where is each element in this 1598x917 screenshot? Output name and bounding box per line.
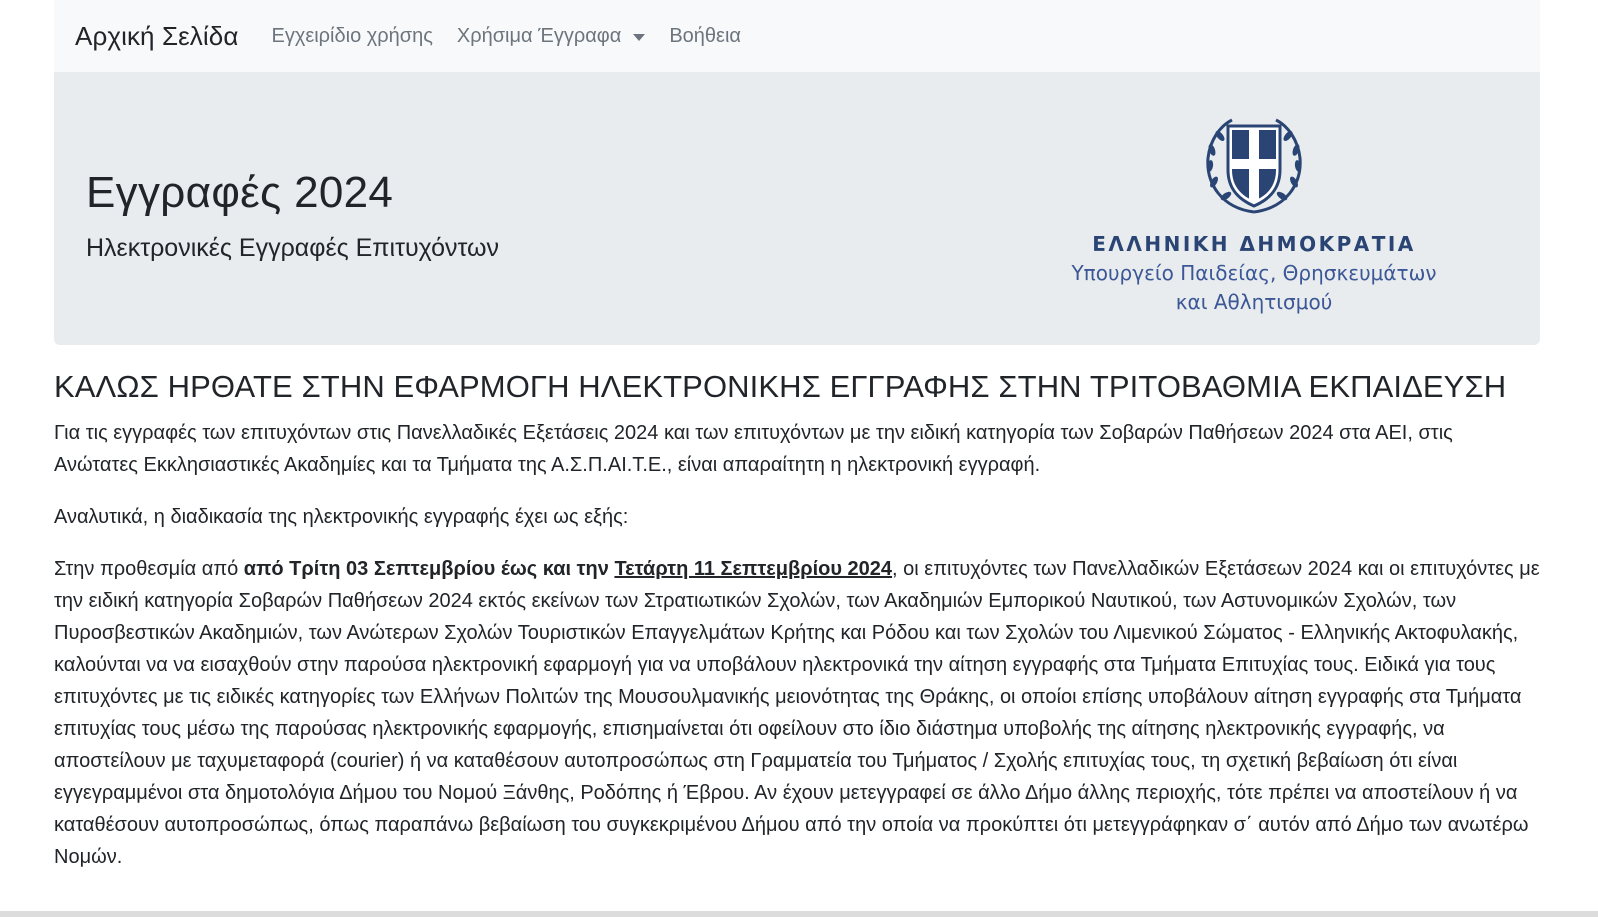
nav-help[interactable] [669, 25, 741, 48]
navbar [54, 0, 1540, 72]
main-content [54, 369, 1540, 873]
logo-title: ΕΛΛΗΝΙΚΗ ΔΗΜΟΚΡΑΤΙΑ [1092, 232, 1416, 256]
ministry-logo [1054, 112, 1454, 314]
welcome-heading: ΚΑΛΩΣ ΗΡΘΑΤΕ ΣΤΗΝ ΕΦΑΡΜΟΓΗ ΗΛΕΚΤΡΟΝΙΚΗΣ ΕΓΓΡΑΦΗΣ ΣΤΗΝ ΤΡΙΤΟΒΑΘΜΙΑ ΕΚΠΑΙΔΕΥΣΗ [54, 369, 1507, 404]
procedure-intro-paragraph: Αναλυτικά, η διαδικασία της ηλεκτρονικής εγγραφής έχει ως εξής: [54, 506, 629, 528]
nav-user-manual-label: Εγχειρίδιο χρήσης [271, 24, 433, 47]
deadline-prefix: Στην προθεσμία από [54, 558, 244, 580]
logo-ministry-line1: Υπουργείο Παιδείας, Θρησκευμάτων [1071, 261, 1437, 285]
page-title: Εγγραφές 2024 [86, 168, 394, 217]
deadline-end-date: Τετάρτη 11 Σεπτεμβρίου 2024 [614, 558, 893, 580]
nav-user-manual[interactable] [271, 25, 432, 48]
nav-useful-documents-label: Χρήσιμα Έγγραφα [456, 24, 622, 47]
page-container [54, 0, 1540, 873]
nav-help-label: Βοήθεια [669, 24, 741, 47]
horizontal-scrollbar[interactable] [0, 911, 1598, 917]
nav-useful-documents-dropdown[interactable] [457, 25, 645, 48]
caret-down-icon [633, 34, 645, 41]
home-link[interactable]: Αρχική Σελίδα [75, 20, 239, 51]
jumbotron [54, 72, 1540, 345]
deadline-body: , οι επιτυχόντες των Πανελλαδικών Εξετάσεων 2024 και οι επιτυχόντες με την ειδική κατηγορία Σοβαρών Παθήσεων 2024 εκτός εκείνων των Στρατιωτικών Σχολών, των Ακαδημιών Εμπορικού Ναυτικού, των Αστυνομικών Σχολών, των Πυροσβεστικών Ακαδημιών, των Ανώτερων Σχολών Τουριστικών Επαγγελμάτων Κρήτης και Ρόδου και των Σχολών του Λιμενικού Σώματος - Ελληνικής Ακτοφυλακής, καλούνται να να εισαχθούν στην παρούσα ηλεκτρονική εφαρμογή για να υποβάλουν ηλεκτρονικά την αίτηση εγγραφής στα Τμήματα Επιτυχίας τους. Ειδικά για τους επιτυχόντες με τις ειδικές κατηγορίες των Ελλήνων Πολιτών της Μουσουλμανικής μειονότητας της Θράκης, οι οποίοι επίσης υποβάλουν αίτηση εγγραφής στα Τμήματα επιτυχίας τους μέσω της παρούσας ηλεκτρονικής εφαρμογής, επισημαίνεται ότι οφείλουν στο ίδιο διάστημα υποβολής της αίτησης ηλεκτρονικής εγγραφής, να αποστείλουν με ταχυμεταφορά (courier) ή να καταθέσουν αυτοπροσώπως στη Γραμματεία του Τμήματος / Σχολής επιτυχίας τους, τη σχετική βεβαίωση ότι είναι εγγεγραμμένοι στα δημοτολόγια Δήμου του Νομού Ξάνθης, Ροδόπης ή Έβρου. Αν έχουν μετεγγραφεί σε άλλο Δήμο άλλης περιοχής, τότε πρέπει να αποστείλουν ή να καταθέσουν αυτοπροσώπως, όπως παραπάνω βεβαίωση του συγκεκριμένου Δήμου από την οποία να προκύπτει ότι μετεγγράφηκαν σ΄ αυτόν από Δήμο των ανωτέρω Νομών. [54, 558, 1540, 868]
greek-coat-of-arms-icon [1200, 112, 1308, 218]
logo-ministry-line2: και Αθλητισμού [1175, 290, 1333, 314]
deadline-dates-bold: από Τρίτη 03 Σεπτεμβρίου έως και την [243, 558, 615, 580]
page-subtitle: Ηλεκτρονικές Εγγραφές Επιτυχόντων [86, 234, 500, 262]
intro-paragraph: Για τις εγγραφές των επιτυχόντων στις Πανελλαδικές Εξετάσεις 2024 και των επιτυχόντων με την ειδική κατηγορία των Σοβαρών Παθήσεων 2024 στα ΑΕΙ, στις Ανώτατες Εκκλησιαστικές Ακαδημίες και τα Τμήματα της Α.Σ.Π.ΑΙ.Τ.Ε., είναι απαραίτητη η ηλεκτρονική εγγραφή. [54, 422, 1453, 476]
deadline-paragraph [54, 553, 1540, 873]
